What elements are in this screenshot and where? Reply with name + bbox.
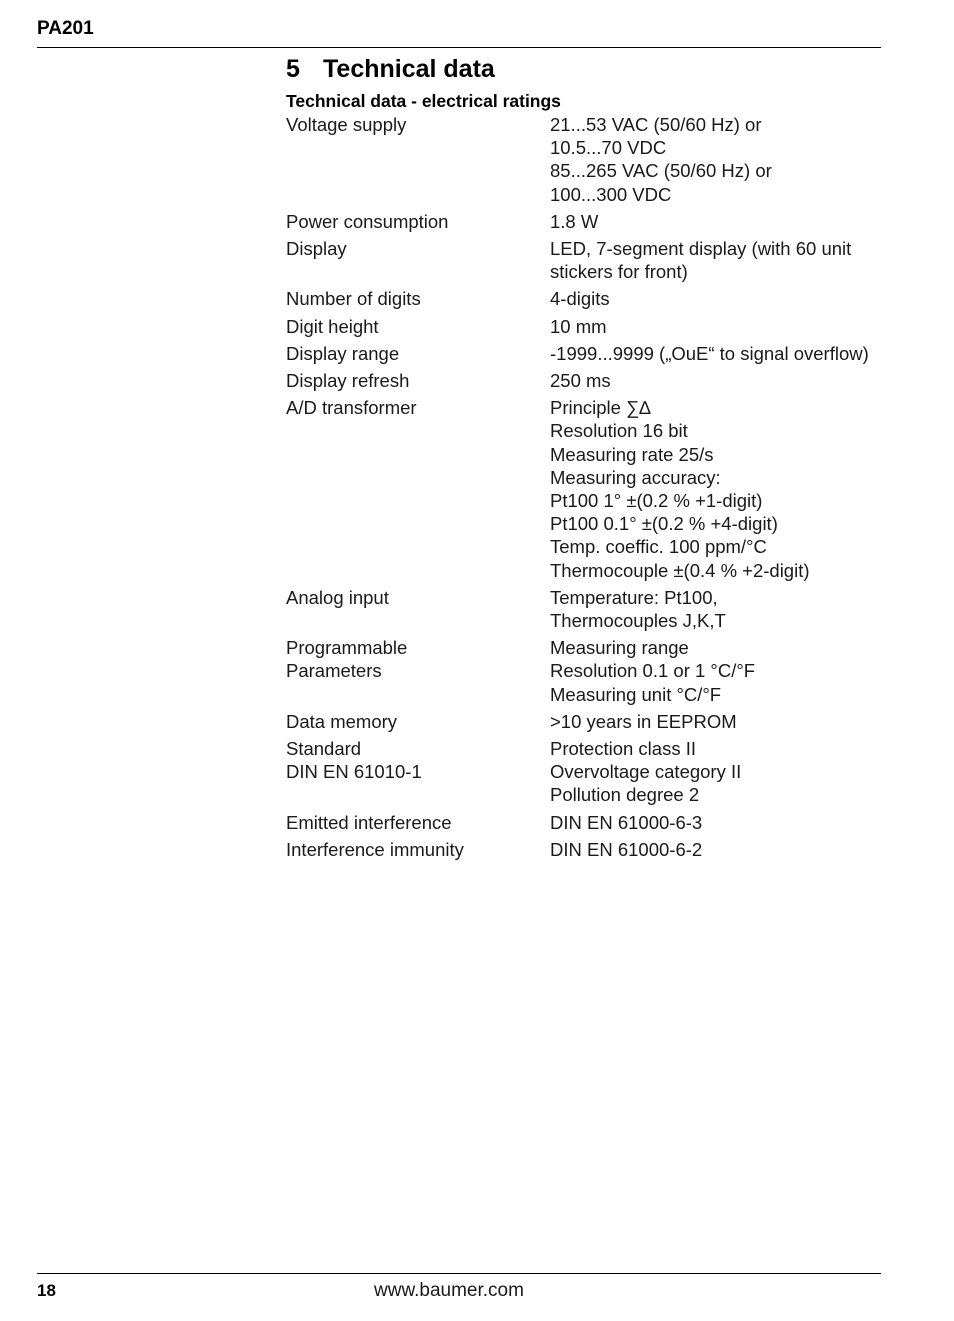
spec-label bbox=[286, 369, 550, 392]
spec-row bbox=[286, 636, 886, 706]
spec-label-line: Programmable bbox=[286, 637, 408, 659]
spec-value-line: DIN EN 61000-6-2 bbox=[550, 838, 703, 860]
footer-divider bbox=[37, 1273, 881, 1274]
spec-label-line: Standard bbox=[286, 738, 362, 760]
spec-label bbox=[286, 315, 550, 338]
spec-value bbox=[550, 113, 886, 206]
spec-label bbox=[286, 237, 550, 283]
spec-value bbox=[550, 369, 886, 392]
spec-value-line: -1999...9999 („OuE“ to signal overflow) bbox=[550, 342, 869, 364]
spec-value-line: 10.5...70 VDC bbox=[550, 137, 667, 159]
spec-value bbox=[550, 838, 886, 861]
spec-row bbox=[286, 811, 886, 834]
spec-value-line: stickers for front) bbox=[550, 261, 688, 283]
spec-value bbox=[550, 396, 886, 582]
spec-value-line: Temperature: Pt100, bbox=[550, 586, 718, 608]
spec-label-line: Display range bbox=[286, 342, 400, 364]
spec-label-line: DIN EN 61010-1 bbox=[286, 761, 422, 783]
spec-label bbox=[286, 396, 550, 582]
spec-row bbox=[286, 113, 886, 206]
spec-label bbox=[286, 636, 550, 706]
spec-label bbox=[286, 210, 550, 233]
technical-data-section bbox=[286, 54, 886, 865]
section-heading bbox=[286, 54, 886, 84]
spec-label-line: A/D transformer bbox=[286, 397, 417, 419]
spec-value bbox=[550, 315, 886, 338]
page-number: 18 bbox=[37, 1281, 56, 1300]
spec-value-line: Pollution degree 2 bbox=[550, 784, 700, 806]
spec-row bbox=[286, 287, 886, 310]
spec-value-line: 85...265 VAC (50/60 Hz) or bbox=[550, 160, 772, 182]
spec-row bbox=[286, 737, 886, 807]
spec-value-line: Resolution 16 bit bbox=[550, 420, 688, 442]
spec-value-line: Pt100 1° ±(0.2 % +1-digit) bbox=[550, 490, 763, 512]
spec-value-line: LED, 7-segment display (with 60 unit bbox=[550, 238, 852, 260]
spec-label-line: Power consumption bbox=[286, 210, 449, 232]
spec-label-line: Interference immunity bbox=[286, 838, 464, 860]
spec-label-line: Display refresh bbox=[286, 370, 410, 392]
spec-value bbox=[550, 342, 886, 365]
spec-label bbox=[286, 113, 550, 206]
spec-row bbox=[286, 315, 886, 338]
spec-row bbox=[286, 369, 886, 392]
spec-value-line: >10 years in EEPROM bbox=[550, 710, 737, 732]
document-code: PA201 bbox=[37, 18, 94, 39]
section-number: 5 bbox=[286, 55, 300, 83]
spec-value-line: 250 ms bbox=[550, 370, 611, 392]
spec-value-line: Thermocouple ±(0.4 % +2-digit) bbox=[550, 559, 810, 581]
spec-value-line: 21...53 VAC (50/60 Hz) or bbox=[550, 114, 762, 135]
spec-label bbox=[286, 811, 550, 834]
spec-value-line: Resolution 0.1 or 1 °C/°F bbox=[550, 660, 756, 682]
spec-label-line: Number of digits bbox=[286, 288, 421, 310]
spec-value-line: Protection class II bbox=[550, 738, 697, 760]
spec-label-line: Data memory bbox=[286, 710, 398, 732]
spec-value-line: Measuring range bbox=[550, 637, 689, 659]
spec-label bbox=[286, 737, 550, 807]
spec-value-line: Principle ∑∆ bbox=[550, 397, 651, 419]
spec-value bbox=[550, 811, 886, 834]
spec-label-line: Emitted interference bbox=[286, 811, 452, 833]
spec-row bbox=[286, 396, 886, 582]
footer-url: www.baumer.com bbox=[374, 1280, 524, 1301]
spec-value bbox=[550, 636, 886, 706]
subsection-heading: Technical data - electrical ratings bbox=[286, 91, 561, 111]
spec-label bbox=[286, 287, 550, 310]
spec-value-line: Measuring rate 25/s bbox=[550, 443, 714, 465]
spec-value-line: Temp. coeffic. 100 ppm/°C bbox=[550, 536, 767, 558]
spec-row bbox=[286, 586, 886, 632]
spec-value bbox=[550, 710, 886, 733]
spec-value bbox=[550, 287, 886, 310]
spec-label-line: Parameters bbox=[286, 660, 382, 682]
spec-row bbox=[286, 210, 886, 233]
spec-row bbox=[286, 237, 886, 283]
spec-value-line: Measuring unit °C/°F bbox=[550, 683, 722, 705]
spec-label-line: Digit height bbox=[286, 315, 379, 337]
spec-label-line: Voltage supply bbox=[286, 114, 407, 135]
spec-row bbox=[286, 342, 886, 365]
spec-value-line: 10 mm bbox=[550, 315, 607, 337]
spec-label bbox=[286, 838, 550, 861]
spec-value-line: 4-digits bbox=[550, 288, 610, 310]
spec-label bbox=[286, 586, 550, 632]
spec-value-line: Pt100 0.1° ±(0.2 % +4-digit) bbox=[550, 513, 778, 535]
spec-row bbox=[286, 710, 886, 733]
spec-value-line: Overvoltage category II bbox=[550, 761, 742, 783]
spec-value-line: Thermocouples J,K,T bbox=[550, 610, 726, 632]
spec-value-line: 1.8 W bbox=[550, 210, 599, 232]
spec-label bbox=[286, 710, 550, 733]
spec-value bbox=[550, 210, 886, 233]
spec-value bbox=[550, 586, 886, 632]
spec-value-line: 100...300 VDC bbox=[550, 183, 672, 205]
spec-value bbox=[550, 237, 886, 283]
spec-value bbox=[550, 737, 886, 807]
spec-label bbox=[286, 342, 550, 365]
section-title: Technical data bbox=[323, 55, 495, 83]
spec-value-line: Measuring accuracy: bbox=[550, 466, 721, 488]
spec-table bbox=[286, 113, 886, 861]
spec-label-line: Display bbox=[286, 238, 347, 260]
spec-value-line: DIN EN 61000-6-3 bbox=[550, 811, 703, 833]
spec-label-line: Analog input bbox=[286, 586, 389, 608]
header-divider bbox=[37, 47, 881, 48]
spec-row bbox=[286, 838, 886, 861]
